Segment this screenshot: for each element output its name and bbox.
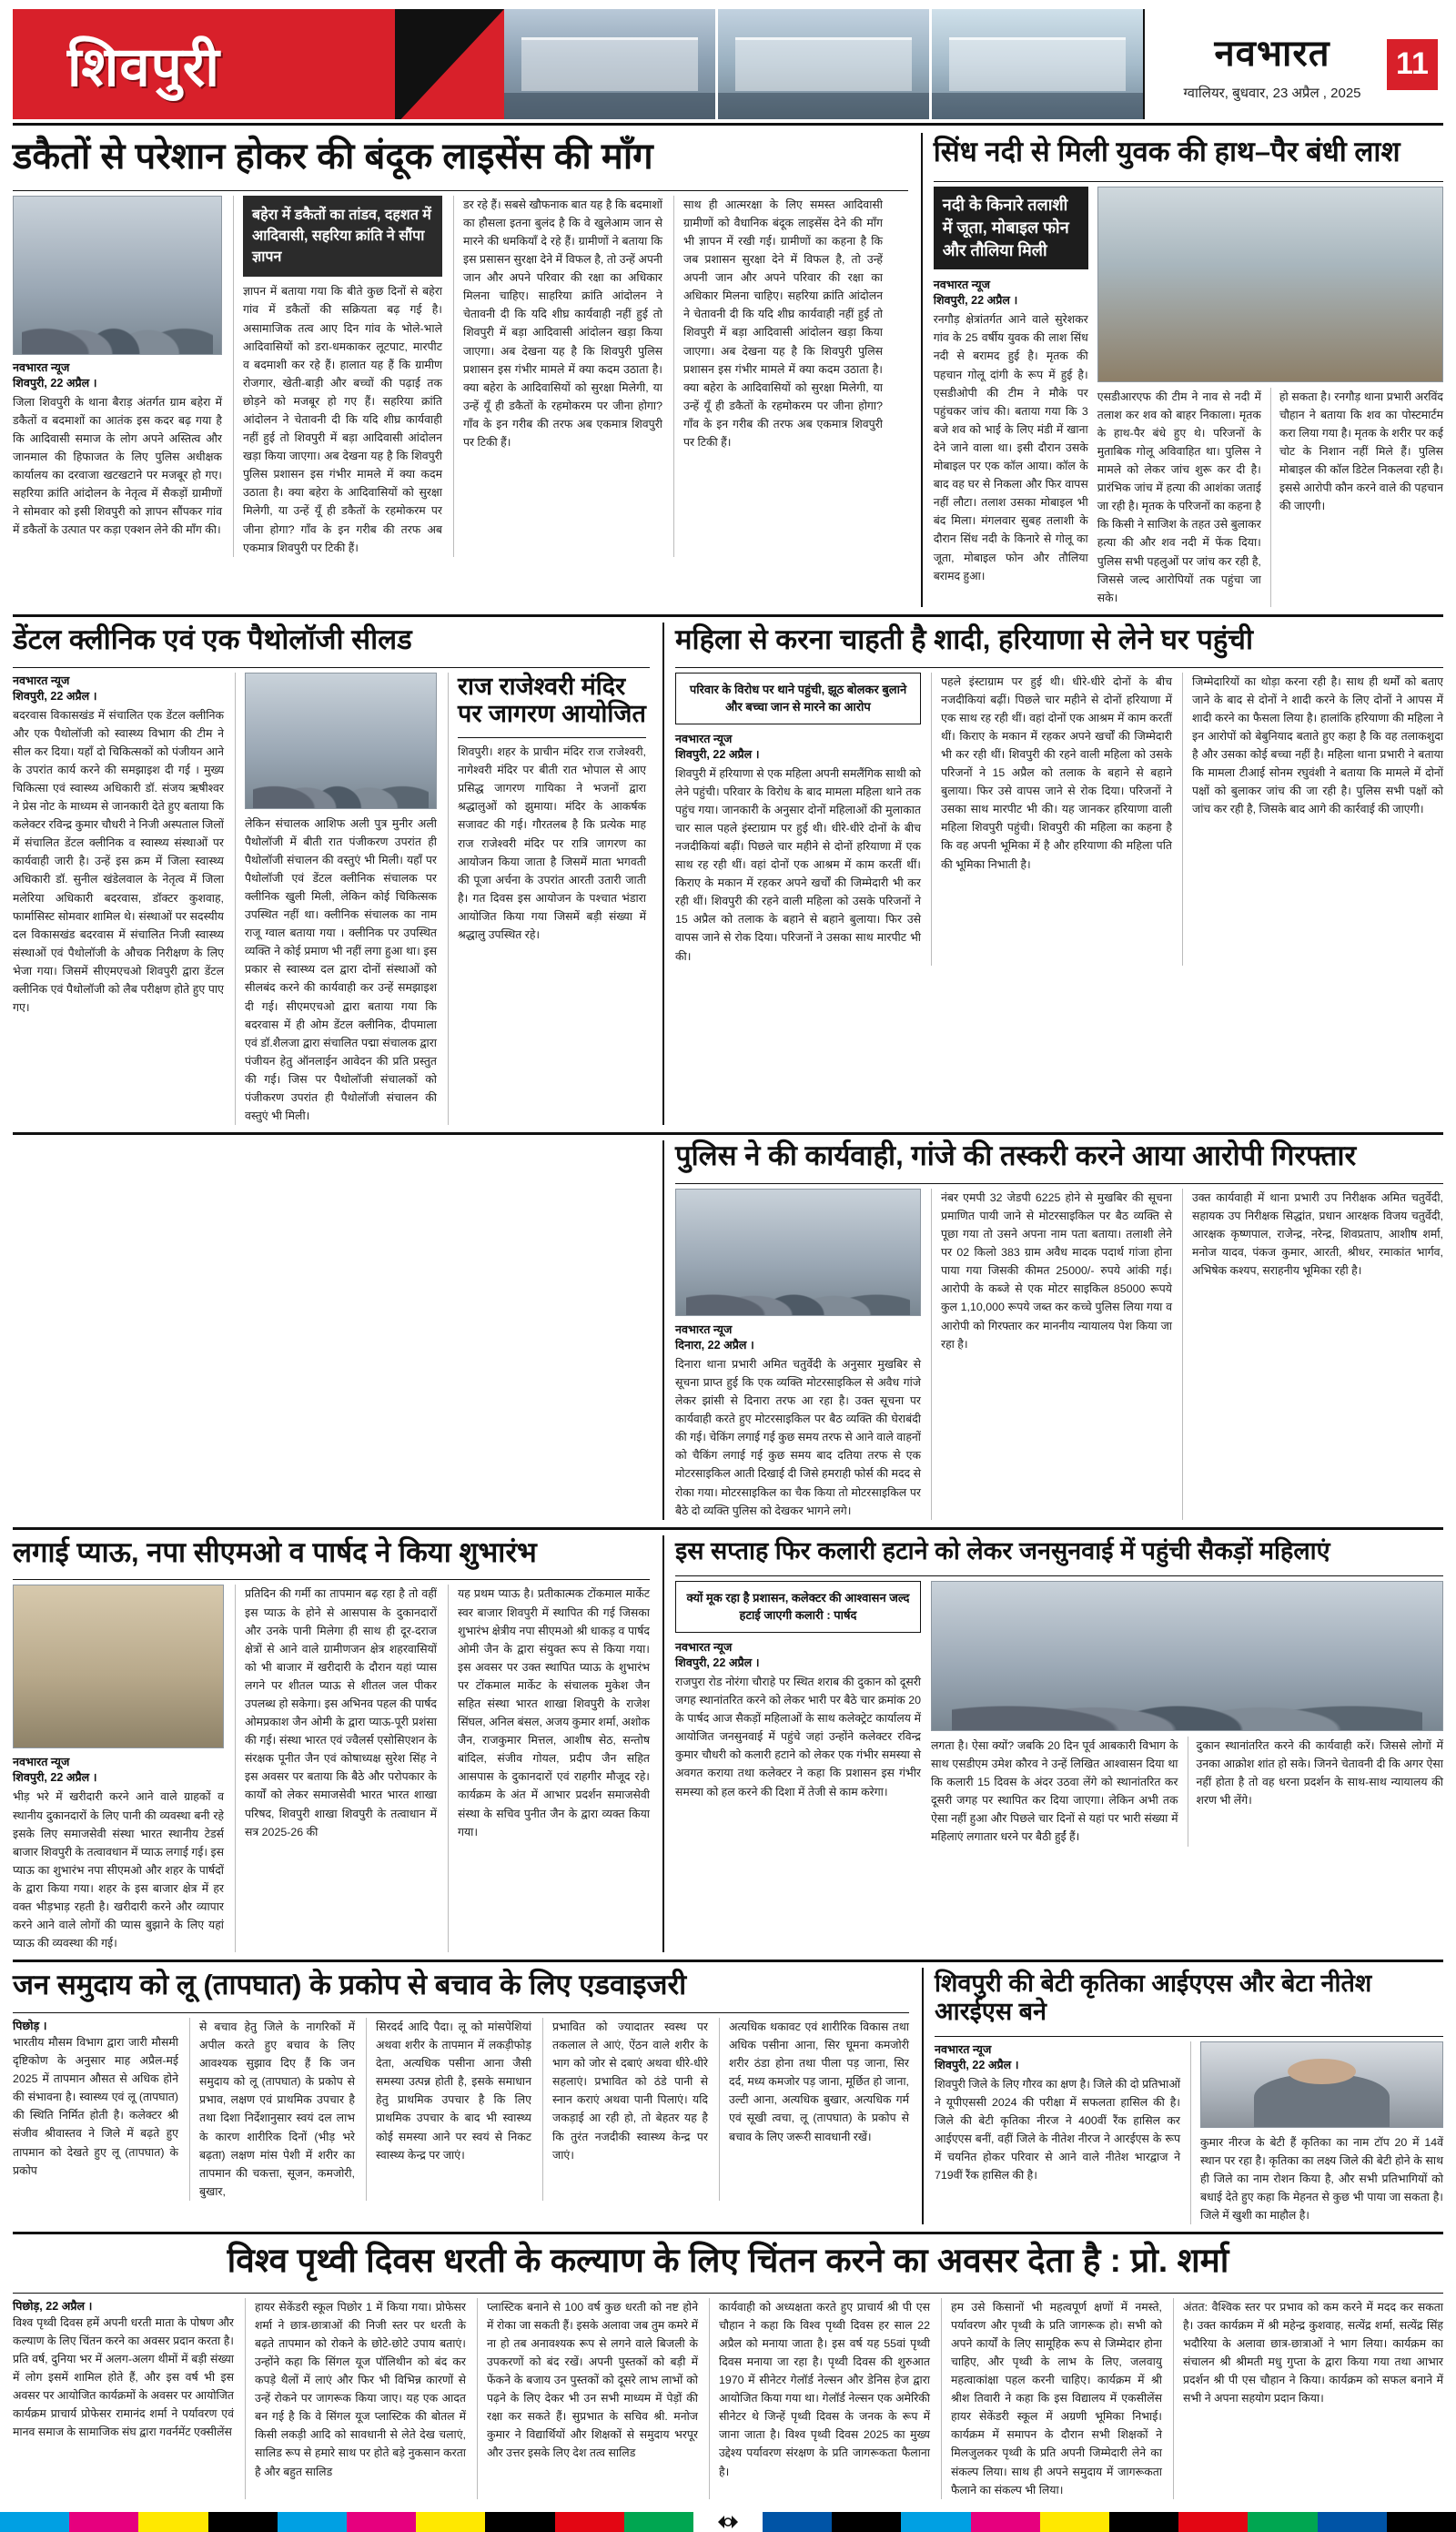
lead-byline: नवभारत न्यूज [13, 360, 70, 374]
masthead-wedge [395, 9, 504, 119]
color-swatch [971, 2512, 1040, 2532]
inaugurate-col-1: भीड़ भरे में खरीदारी करने आने वाले ग्राहकों व स्थानीय दुकानदारों के लिए पानी की व्यवस्था बनी रहे इसके लिए समाजसेवी संस्था भारत स्थानीय टेडर्स बाजार शिवपुरी के तत्वावधान में प्याऊ लगाई गई। इस प्याऊ का शुभारंभ नपा सीएमओ और शहर के पार्षदों के द्वारा किया गया। शहर के इस बाजार क्षेत्र में हर वक्त भीड़भाड़ रहती है। खरीदारी करने और व्यापार करने आने वाले लोगों की प्यास बुझाने के लिए यहां प्याऊ की व्यवस्था की गई। [13, 1790, 224, 1950]
lead-headline: डकैतों से परेशान होकर की बंदूक लाइसेंस की माँग [13, 137, 653, 177]
marriage-story [662, 623, 1443, 1125]
marriage-byline: नवभारत न्यूज [675, 732, 733, 745]
lead-col-3: डर रहे हैं। सबसे खौफनाक बात यह है कि बदमाशों का हौसला इतना बुलंद है कि वे खुलेआम जान से मारने की धमकियाँ दे रहे हैं। ग्रामीणों ने बताया कि इस प्रसासन सुरक्षा देने में विफल है, तो उन्हें अपनी जान और अपने परिवार की रक्षा का अधिकार मिलना चाहिए। साहरिया क्रांति आंदोलन ने चेतावनी दी कि यदि शीघ्र कार्यवाही नहीं हुई तो शिवपुरी में बड़ा आदिवासी आंदोलन खड़ा किया जाएगा। अब देखना यह है कि शिवपुरी पुलिस प्रशासन इस गंभीर मामले में क्या कदम उठाता है। क्या बहेरा के आदिवासियों को सुरक्षा मिलेगी, या उन्हें यूँ ही डकैतों के रहमोकरम पर जीना होगा? गाँव के इन गरीब की तरफ अब एकमात्र शिवपुरी पर टिकी हैं। [463, 197, 662, 450]
achievers-col-1: शिवपुरी जिले के लिए गौरव का क्षण है। जिले की दो प्रतिभाओं ने यूपीएससी 2024 की परीक्षा में सफलता हासिल की है। जिले की बेटी कृतिका नीरज ने 400वीं रैंक हासिल कर आईएएस बनीं, वहीं जिले के नीतेश नीरज ने आरईएस के रूप में चयनित होकर परिवार से आने वाले नीतेश भारद्वाज ने 719वीं रैंक हासिल की है। [935, 2077, 1180, 2183]
city-building-photo-1 [504, 9, 715, 119]
earth-day-dateline: पिछोड़, 22 अप्रैल । [13, 2299, 93, 2313]
dental-byline: नवभारत न्यूज [13, 674, 70, 687]
achievers-byline: नवभारत न्यूज [935, 2042, 992, 2056]
color-swatch [1318, 2512, 1387, 2532]
temple-story [448, 673, 646, 1126]
color-swatch [485, 2512, 554, 2532]
advisory-story [13, 1968, 909, 2224]
color-swatch [763, 2512, 832, 2532]
inaugurate-dateline: शिवपुरी, 22 अप्रैल । [13, 1771, 97, 1785]
achievers-portrait-photo [1200, 2041, 1443, 2128]
police-col-2: नंबर एमपी 32 जेडपी 6225 होने से मुखबिर की सूचना प्रमाणित पायी जाने से मोटरसाइकिल पर बैठ व्यक्ति से पूछा गया तो उसने अपना नाम पता बताया। तलाशी लेने पर 02 किलो 383 ग्राम अवैध मादक पदार्थ गांजा होना पाया गया जिसकी कीमत 25000/- रुपये आंकी गई। आरोपी के कब्जे से एक मोटर साइकिल 85000 रूपये कुल 1,10,000 रूपये जब्त कर कच्चे पुलिस लिया गया व आरोपी को गिरफ्तार कर माननीय न्यायालय पेश किया जा रहा है। [931, 1189, 1172, 1520]
sindh-dateline: शिवपुरी, 22 अप्रैल । [933, 294, 1018, 308]
sindh-story [921, 133, 1443, 607]
masthead-photo-strip [504, 9, 1143, 119]
earth-day-col-5: हम उसे किसानों भी महत्वपूर्ण क्षणों में नमस्ते, पर्यावरण और पृथ्वी के प्रति जागरूक हो। सभी को अपने कार्यों के लिए सामूहिक रूप से जिम्मेदार होना चाहिए, और पृथ्वी के लाभ के लिए, जलवायु महत्वाकांक्षा पहल करनी चाहिए। कार्यक्रम में श्री श्रीश तिवारी ने कहा कि इस विद्यालय में एकसीलेंस हायर सेकेंडरी स्कूल में अग्रणी भूमिका निभाई। कार्यक्रम में समापन के दौरान सभी शिक्षकों ने मिलजुलकर पृथ्वी के प्रति अपनी जिम्मेदारी लेने का संकल्प लिया। साथ ही अपने समुदाय में जागरूकता फैलाने का संकल्प भी लिया। [941, 2298, 1162, 2499]
achievers-story [922, 1968, 1443, 2224]
advisory-col-4: प्रभावित को ज्यादातर स्वस्थ पर तकलाल ले आएं, ऐंठन वाले शरीर के भाग को जोर से दबाएं अथवा धीरे-धीरे सहलाएं। प्रभावित को ठंडे पानी से स्नान कराएं अथवा पानी पिलाएं। यदि जकड़ाई आ रही हो, तो बेहतर यह है कि तुरंत नजदीकी स्वास्थ्य केन्द्र पर जाएं। [542, 2018, 708, 2201]
row-five [13, 1968, 1443, 2224]
police-col-3: उक्त कार्यवाही में थाना प्रभारी उप निरीक्षक अमित चतुर्वेदी, सहायक उप निरीक्षक सिद्धांत, प्रधान आरक्षक विजय चतुर्वेदी, आरक्षक कृष्णपाल, राजेन्द्र, नरेन्द्र, शिवप्रताप, आशीष शर्मा, मनोज यादव, पंकज कुमार, आरती, श्रीधर, रमाकांत भार्गव, अभिषेक कश्यप, सराहनीय भूमिका रही है। [1182, 1189, 1443, 1520]
city-banner [13, 9, 395, 119]
color-swatch [555, 2512, 624, 2532]
marriage-dateline: शिवपुरी, 22 अप्रैल । [675, 747, 760, 761]
page-number-badge: 11 [1387, 39, 1438, 90]
inaugurate-byline: नवभारत न्यूज [13, 1756, 70, 1769]
earth-day-headline: विश्व पृथ्वी दिवस धरती के कल्याण के लिए चिंतन करने का अवसर देता है : प्रो. शर्मा [227, 2242, 1229, 2280]
lead-col-2: ज्ञापन में बताया गया कि बीते कुछ दिनों से बहेरा गांव में डकैतों की सक्रियता बढ़ गई है। असामाजिक तत्व आए दिन गांव के भोले-भाले आदिवासियों को डरा-धमकाकर लूटपाट, मारपीट व बदमाशी कर रहे हैं। हालात यह हैं कि ग्रामीण रोजगार, खेती-बाड़ी और बच्चों की पढ़ाई तक छोड़ने को मजबूर हो गए हैं। सहरिया क्रांति आंदोलन ने चेतावनी दी कि यदि शीघ्र कार्यवाही नहीं हुई तो शिवपुरी में बड़ा आदिवासी आंदोलन खड़ा किया जाएगा। अब देखना यह है कि शिवपुरी पुलिस प्रशासन इस गंभीर मामले में क्या कदम उठाता है। क्या बहेरा के आदिवासियों को सुरक्षा मिलेगी, या उन्हें यूँ ही डकैतों के रहमोकरम पर जीना होगा? गाँव के इन गरीब की तरफ अब एकमात्र शिवपुरी पर टिकी हैं। [243, 285, 442, 554]
color-swatch [416, 2512, 485, 2532]
publication-logo: नवभारत [1214, 34, 1330, 74]
marriage-col-3: जिम्मेदारियों का थोड़ा करना रही है। साथ ही थर्मों को बताए जाने के बाद से दोनों ने शादी करने के लिए दोनों ने आपस में शादी करने का फैसला लिया है। हालांकि हरियाणा की महिला ने इन आरोपों को बेबुनियाद बताते हुए कहा है कि वह तलाकशुदा है और उसका कोई बच्चा नहीं है। महिला थाना प्रभारी ने बताया कि मामला टीआई सोनम रघुवंशी ने बताया कि मामले में दोनों पक्षों को बुलाकर जांच की जा रही है। पुलिस सभी पक्षों को जांच कर रही है, जिसके बाद आगे की कार्रवाई की जाएगी। [1182, 673, 1443, 966]
sindh-col-1: रनगौड़ क्षेत्रांतर्गत आने वाले सुरेशकर गांव के 25 वर्षीय युवक की लाश सिंध नदी से बरामद हुई है। मृतक की पहचान गोलू दांगी के रूप में हुई है। एसडीओपी की टीम ने मौके पर पहुंचकर जांच की। बताया गया कि 3 बजे शव को भाई के लिए मंडी में खाना देने जाने वाला था। इसी दौरान उसके मोबाइल पर एक कॉल आया। कॉल के बाद वह घर से निकला और फिर वापस नहीं लौटा। तलाश उसका मोबाइल भी बंद मिला। मंगलवार सुबह तलाशी के दौरान सिंध नदी के किनारे से गोलू का जूता, मोबाइल फोन और तौलिया बरामद हुआ। [933, 313, 1088, 582]
dental-story [13, 623, 650, 1125]
earth-day-col-6: अंतत: वैश्विक स्तर पर प्रभाव को कम करने में मदद कर सकता है। उक्त कार्यक्रम में श्री महेन्द्र कुशवाह, सत्येंद्र शर्मा, सत्येंद्र सिंह भदौरिया के अलावा छात्र-छात्राओं ने भाग लिया। कार्यक्रम का संचालन श्री श्रीमती मधु गुप्ता के द्वारा किया गया तथा आभार प्रदर्शन श्री पी एस चौहान ने किया। कार्यक्रम को सफल बनाने में सभी ने अपना सहयोग प्रदान किया। [1173, 2298, 1443, 2499]
dental-clinic-sealed-photo [245, 673, 437, 809]
color-swatch [1387, 2512, 1456, 2532]
police-story [662, 1140, 1443, 1520]
advisory-col-2: से बचाव हेतु जिले के नागरिकों में अपील करते हुए बचाव के लिए आवश्यक सुझाव दिए हैं कि जन समुदाय को लू (तापघात) के प्रकोप से प्रभाव, लक्षण एवं प्राथमिक उपचार है तथा दिशा निर्देशानुसार स्वयं दल लाभ के कारण शारीरिक दिनों (भीड़ भरे बढ़ता) लक्षण मांस पेशी में शरीर का तापमान की चकत्ता, सूजन, कमजोरी, बुखार, [189, 2018, 355, 2201]
earth-day-story [13, 2240, 1443, 2531]
marriage-col-1: शिवपुरी में हरियाणा से एक महिला अपनी समलैंगिक साथी को लेने पहुंची। परिवार के विरोध के बाद मामला महिला थाने तक पहुंच गया। जानकारी के अनुसार दोनों महिलाओं की मुलाकात चार साल पहले इंस्टाग्राम पर हुई थी। धीरे-धीरे दोनों के बीच नजदीकियां बढ़ीं। पिछले चार महीने से दोनों हरियाणा में एक साथ रह रही थीं। वहां दोनों एक आश्रम में काम करतीं थीं। किराए के मकान में रहकर अपने खर्चों की जिम्मेदारी भी कर रही थीं। शिवपुरी की रहने वाली महिला को उसके परिजनों ने 15 अप्रैल को तलाक के बहाने से बहाने बुलाया। फिर उसे वापस जाने से रोक दिया। परिजनों ने उसका साथ मारपीट भी की। [675, 766, 921, 963]
color-swatch [624, 2512, 693, 2532]
dental-headline: डेंटल क्लीनिक एवं एक पैथोलॉजी सीलड [13, 623, 412, 655]
marriage-headline: महिला से करना चाहती है शादी, हरियाणा से लेने घर पहुंची [675, 623, 1254, 655]
temple-photo-3 [932, 9, 1143, 119]
kalari-byline: नवभारत न्यूज [675, 1640, 733, 1654]
police-headline: पुलिस ने की कार्यवाही, गांजे की तस्करी करने आया आरोपी गिरफ्तार [675, 1139, 1357, 1172]
kalari-story [662, 1535, 1443, 1953]
color-swatch [1109, 2512, 1178, 2532]
police-dateline: दिनारा, 22 अप्रैल । [675, 1338, 754, 1352]
inaugurate-col-2: प्रतिदिन की गर्मी का तापमान बढ़ रहा है तो वहीं इस प्याऊ के होने से आसपास के दुकानदारों और उनके पानी मिलेगा ही साथ ही दूर-दराज क्षेत्रों से आने वाले ग्रामीणजन क्षेत्र शहरवासियों को भी बाजार में खरीदारी के दौरान यहां प्यास लगने पर शीतल प्याऊ से शीतल जल पीकर उपलब्ध हो सकेगा। इस अभिनव पहल की पार्षद ओमप्रकाश जैन ओमी के द्वारा प्याऊ-पूरी प्रशंसा की गई। संस्था भारत एवं ज्वैलर्स एसोसिएशन के संरक्षक पूनीत जैन एवं कोषाध्यक्ष सुरेश सिंह ने इस अवसर पर बताया कि बैठे और परोपकार के कार्यों को लेकर समाजसेवी भारत भारत शाखा परिषद, शिवपुरी शाखा शिवपुरी के तत्वाधान में सत्र 2025-26 की [235, 1585, 437, 1952]
color-swatch [832, 2512, 901, 2532]
color-swatch [208, 2512, 278, 2532]
color-swatch [278, 2512, 347, 2532]
city-gate-photo-2 [718, 9, 929, 119]
sindh-river-body-photo [1097, 187, 1443, 382]
achievers-headline: शिवपुरी की बेटी कृतिका आईएएस और बेटा नीतेश आरईएस बने [935, 1970, 1372, 2025]
color-swatch [1178, 2512, 1248, 2532]
color-swatch [138, 2512, 207, 2532]
temple-body: शिवपुरी। शहर के प्राचीन मंदिर राज राजेश्वरी, नागेश्वरी मंदिर पर बीती रात भोपाल से आए प्रसिद्ध जागरण गायिका ने भजनों द्वारा श्रद्धालुओं को झुमाया। मंदिर के आकर्षक सजावट की गई। गौरतलब है कि प्रत्येक माह राज राजेश्वरी मंदिर पर रात्रि जागरण का आयोजन किया जाता है जिसमें माता भगवती की पूजा अर्चना के उपरांत आरती उतारी जाती है। गत दिवस इस आयोजन के पश्चात भंडारा आयोजित किया गया जिसमें बड़ी संख्या में श्रद्धालु उपस्थित रहे। [458, 745, 646, 941]
earth-day-col-1: विश्व पृथ्वी दिवस हमें अपनी धरती माता के पोषण और कल्याण के लिए चिंतन करने का अवसर प्रदान करता है। प्रति वर्ष, दुनिया भर में अलग-अलग थीमों में बड़ी संख्या में लोग इसमें शामिल होते हैं, और इस वर्ष भी इस अवसर पर आयोजित कार्यक्रमों के अवसर पर आयोजित कार्यक्रम प्राचार्य प्रोफेसर रामानंद शर्मा ने पर्यावरण एवं मानव समाज के सामाजिक संघ द्वारा गवर्नमेंट एक्सीलेंस [13, 2315, 234, 2439]
masthead [13, 9, 1443, 126]
police-byline: नवभारत न्यूज [675, 1322, 733, 1336]
sindh-col-3: हो सकता है। रनगौड़ थाना प्रभारी अरविंद चौहान ने बताया कि शव का पोस्टमार्टम करा लिया गया है। मृतक के शरीर पर कई चोट के निशान नहीं मिले हैं। पुलिस मोबाइल की कॉल डिटेल निकलवा रही है। इससे आरोपी कौन करने वाले की पहचान की जाएगी। [1270, 388, 1443, 607]
color-swatch [1248, 2512, 1317, 2532]
women-protest-photo [931, 1581, 1443, 1731]
advisory-col-3: सिरदर्द आदि पैदा। लू को मांसपेशियां अथवा शरीर के तापमान में लकड़ीफोड़ देता, अत्यधिक पसीना आना जैसी समस्या उत्पन्न होती है, इसके समाधान हेतु प्राथमिक उपचार है कि लिए प्राथमिक उपचार के बाद भी स्वास्थ्य कोई समस्या आने पर स्वयं से निकट स्वास्थ्य केन्द्र पर जाएं। [366, 2018, 531, 2201]
marriage-col-2: पहले इंस्टाग्राम पर हुई थी। धीरे-धीरे दोनों के बीच नजदीकियां बढ़ीं। पिछले चार महीने से दोनों हरियाणा में एक साथ रह रही थीं। वहां दोनों एक आश्रम में काम करतीं थीं। किराए के मकान में रहकर अपने खर्चों की जिम्मेदारी भी कर रही थीं। शिवपुरी की रहने वाली महिला को उसके परिजनों ने 15 अप्रैल को तलाक के बहाने से बहाने बुलाया। फिर उसे वापस जाने से रोक दिया। परिजनों ने उसका साथ मारपीट भी की। यह जानकर हरियाणा वाली महिला शिवपुरी पहुंची। शिवपुरी की महिला का कहना है कि वह अपनी भूमिका में है और हरियाणा की महिला पति की भूमिका निभाती है। [931, 673, 1172, 966]
temple-headline: राज राजेश्वरी मंदिर पर जागरण आयोजित [458, 672, 646, 727]
police-col-1: दिनारा थाना प्रभारी अमित चतुर्वेदी के अनुसार मुखबिर से सूचना प्राप्त हुई कि एक व्यक्ति मोटरसाइकिल से अवैध गांजे लेकर झांसी से दिनारा तरफ आ रहा है। उक्त सूचना पर कार्यवाही करते हुए मोटरसाइकिल पर बैठ व्यक्ति की घेराबंदी की गई। चेकिंग लगाई गई कुछ समय तरफ से आने वाले वाहनों को चैकिंग लगाई गई कुछ समय बाद दतिया तरफ से एक मोटरसाइकिल आती दिखाई दी जिसे हमराही फोर्स की मदद से रोका गया। मोटरसाइकिल का चैक किया तो मोटरसाइकिल पर बैठे दो व्यक्ति पुलिस को देखकर भागने लगे। [675, 1357, 921, 1517]
lead-dateline: शिवपुरी, 22 अप्रैल । [13, 376, 97, 390]
earth-day-col-2: हायर सेकेंडरी स्कूल पिछोर 1 में किया गया। प्रोफेसर शर्मा ने छात्र-छात्राओं की निजी स्तर पर धरती के बढ़ते तापमान को रोकने के छोटे-छोटे उपाय बताएं। उन्होंने कहा कि सिंगल यूज पॉलिथीन को बंद कर कपड़े थैलों में लाएं और फिर भी विभिन्न कारणों से उन्हें रोकने पर जागरूक किया जाए। यह एक आदत बन गई है कि वे सिंगल यूज प्लास्टिक की बोतल में किसी लकड़ी आदि को सावधानी से लेते देख चलाएं, सालिड रूप से हमारे साथ पर होते बड़े नुकसान करता है और बहुत सालिड [245, 2298, 466, 2499]
edition-dateline: ग्वालियर, बुधवार, 23 अप्रैल , 2025 [1183, 86, 1361, 101]
sindh-headline: सिंध नदी से मिली युवक की हाथ–पैर बंधी लाश [933, 136, 1400, 167]
kalari-box: क्यों मूक रहा है प्रशासन, कलेक्टर की आश्वासन जल्द हटाई जाएगी कलारी : पार्षद [675, 1581, 921, 1633]
color-swatch [69, 2512, 138, 2532]
lead-story [13, 133, 908, 607]
advisory-col-1: भारतीय मौसम विभाग द्वारा जारी मौसमी दृष्टिकोण के अनुसार माह अप्रैल-मई 2025 में तापमान औसत से अधिक होने की संभावना है। स्वास्थ्य एवं लू (तापघात) की स्थिति निर्मित होती है। कलेक्टर श्री संजीव श्रीवास्तव ने जिले में बढ़ते हुए तापमान को देखते हुए लू (तापघात) के प्रकोप [13, 2036, 178, 2177]
advisory-dateline: पिछोड़ । [13, 2020, 47, 2032]
advisory-headline: जन समुदाय को लू (तापघात) के प्रकोप से बचाव के लिए एडवाइजरी [13, 1969, 687, 2001]
city-name: शिवपुरी [67, 35, 220, 97]
marriage-box: परिवार के विरोध पर थाने पहुंची, झूठ बोलकर बुलाने और बच्चा जान से मारने का आरोप [675, 673, 921, 724]
inaugurate-headline: लगाई प्याऊ, नपा सीएमओ व पार्षद ने किया शुभारंभ [13, 1535, 537, 1568]
registration-mark [693, 2512, 763, 2532]
inaugurate-col-3: यह प्रथम प्याऊ है। प्रतीकात्मक टोंकमाल मार्केट स्वर बाजार शिवपुरी में स्थापित की गई जिसका शुभारंभ क्षेत्रीय नपा सीएमओ श्री धाकड़ व पार्षद ओमी जैन के द्वारा संयुक्त रूप से किया गया। इस अवसर पर उक्त स्थापित प्याऊ के शुभारंभ पर टोंकमाल मार्केट के संचालक मुकेश जैन सहित संस्था भारत शाखा शिवपुरी के राजेश सिंघल, अनिल बंसल, अजय कुमार शर्मा, अशोक जैन, राजकुमार मित्तल, आशीष सेठ, सन्तोष बांदिल, संजीव गोयल, प्रदीप जैन सहित आसपास के दुकानदारों एवं राहगीर मौजूद रहे। कार्यक्रम के अंत में आभार प्रदर्शन समाजसेवी संस्था के सचिव पुनीत जैन के द्वारा व्यक्त किया गया। [448, 1585, 650, 1952]
kalari-col-1: राजपुरा रोड नोरंगा चौराहे पर स्थित शराब की दुकान को दूसरी जगह स्थानांतरित करने को लेकर भारी पर बैठे चार क्रमांक 20 के पार्षद आज सैकड़ों महिलाओं के साथ कलेक्ट्रेट कार्यालय में आयोजित जनसुनवाई में पहुंचे जहां उन्होंने कलेक्टर रविन्द्र कुमार चौधरी को कलारी हटाने को लेकर एक गंभीर समस्या से अवगत कराया तथा कलेक्टर ने कहा कि प्रशासन इस गंभीर समस्या को हल करने की दिशा में तेजी से काम करेगा। [675, 1675, 921, 1798]
row-two [13, 623, 1443, 1125]
color-swatch [1040, 2512, 1109, 2532]
lead-row [13, 126, 1443, 607]
row-three [13, 1140, 1443, 1520]
color-swatch [901, 2512, 970, 2532]
sindh-col-2: एसडीआरएफ की टीम ने नाव से नदी में तलाश कर शव को बाहर निकाला। मृतक के हाथ-पैर बंधे हुए थे। परिजनों के मुताबिक गोलू अविवाहित था। पुलिस ने मामले को लेकर जांच शुरू कर दी है। प्रारंभिक जांच में हत्या की आशंका जताई जा रही है। मृतक के परिजनों का कहना है कि किसी ने साजिश के तहत उसे बुलाकर हत्या की और शव नदी में फेंक दिया। पुलिस सभी पहलुओं पर जांच कर रही है, जिससे जल्द आरोपियों तक पहुंचा जा सके। [1097, 390, 1261, 604]
dental-col-2: लेकिन संचालक आशिफ अली पुत्र मुनीर अली पैथोलॉजी में बीती रात पंजीकरण उपरांत ही पैथोलॉजी संचालन की वस्तुएं भी मिली। यहाँ पर पैथोलॉजी एवं डेंटल क्लीनिक संचालक पर क्लीनिक खुली मिली, लेकिन कोई चिकित्सक उपस्थित नहीं था। क्लीनिक संचालक का नाम राजू ग्वाल बताया गया । क्लीनिक पर उपस्थित व्यक्ति ने कोई प्रमाण भी नहीं लगा हुआ था। इस प्रकार से स्वास्थ्य दल द्वारा दोनों संस्थाओं को सीलबंद करने की कार्यवाही कर उन्हें समझाइश दी गई। सीएमएचओ द्वारा बताया गया कि बदरवास में ही ओम डेंटल क्लीनिक, दीपमाला एवं डॉ.शैलजा द्वारा संचालित पद्मा संचालक द्वारा पंजीयन हेतु ऑनलाईन आवेदन की प्रति प्रस्तुत की गई। जिस पर पैथोलॉजी संचालकों को पंजीकरण उपरांत ही पैथोलॉजी संचालन की वस्तुएं भी मिली। [245, 816, 437, 1123]
row-four [13, 1535, 1443, 1953]
earth-day-col-4: कार्यवाही को अध्यक्षता करते हुए प्राचार्य श्री पी एस चौहान ने कहा कि विश्व पृथ्वी दिवस हर साल 22 अप्रैल को मनाया जाता है। इस वर्ष यह 55वां पृथ्वी दिवस मनाया जा रहा है। पृथ्वी दिवस की शुरुआत 1970 में सीनेटर गेलॉर्ड नेल्सन और डेनिस हेज द्वारा आयोजित किया गया था। गेलॉर्ड नेल्सन एक अमेरिकी सीनेटर थे जिन्हें पृथ्वी दिवस के जनक के रूप में जाना जाता है। विश्व पृथ्वी दिवस 2025 का मुख्य उद्देश्य पर्यावरण संरक्षण के प्रति जागरूकता फैलाना है। [709, 2298, 930, 2499]
police-seizure-photo [675, 1189, 921, 1316]
sindh-byline: नवभारत न्यूज [933, 279, 991, 292]
masthead-brand-block [1143, 9, 1443, 119]
dental-col-1: बदरवास विकासखंड में संचालित एक डेंटल क्लीनिक और एक पैथोलॉजी को स्वास्थ्य विभाग की टीम ने सील कर दिया। यहाँ दो चिकित्सकों को पंजीयन आने के उपरांत कार्य करने की समझाइश दी गई । मुख्य चिकित्सा एवं स्वास्थ्य अधिकारी डॉ. संजय ऋषीश्वर ने प्रेस नोट के माध्यम से जानकारी देते हुए बताया कि कलेक्टर रविन्द्र कुमार चौधरी ने निजी अस्पताल जिलों में संचालित डेंटल क्लीनिक व स्वास्थ्य संस्थाओं पर कार्यवाही जारी है। उन्हें इस क्रम में जिला स्वास्थ्य अधिकारी डॉ. सुनील खंडेलवाल के नेतृत्व में जिला मलेरिया अधिकारी बदरवास, डॉक्टर कुशवाह, फार्मासिस्ट सोमवार शामिल थे। संस्थाओं पर सदस्यीय दल विकासखंड बदरवास में संचालित निजी स्वास्थ्य संस्थाओं एवं पैथोलॉजी के औचक निरीक्षण के लिए भेजा गया। जिसमें सीएमएचओ शिवपुरी द्वारा डेंटल क्लीनिक एवं पैथोलॉजी को लैब परीक्षण होते हुए पाए गए। [13, 708, 224, 1015]
dental-dateline: शिवपुरी, 22 अप्रैल । [13, 689, 97, 703]
kalari-col-2: लगता है। ऐसा क्यों? जबकि 20 दिन पूर्व आबकारी विभाग के साथ एसडीएम उमेश कौरव ने उन्हें लिखित आश्वासन दिया था कि कलारी 15 दिवस के अंदर उठवा लेंगे को स्थानांतरित कर दूसरी जगह पर स्थापित कर दिया जाएगा। लेकिन अभी तक ऐसा नहीं हुआ और पिछले चार दिनों से यहां पर भारी संख्या में महिलाएं लगातार धरने पर बैठी हुईं हैं। [931, 1738, 1178, 1844]
color-swatch [347, 2512, 416, 2532]
sindh-strip: नदी के किनारे तलाशी में जूता, मोबाइल फोन और तौलिया मिली [934, 187, 1088, 270]
kalari-dateline: शिवपुरी, 22 अप्रैल । [675, 1656, 760, 1669]
kalari-col-3: दुकान स्थानांतरित करने की कार्यवाही करें। जिससे लोगों में उनका आक्रोश शांत हो सके। जिनने चेतावनी दी कि अगर ऐसा नहीं होता है तो वह धरना प्रदर्शन के साथ-साथ न्यायालय की शरण भी लेंगे। [1188, 1737, 1444, 1847]
earth-day-col-3: प्लास्टिक बनाने से 100 वर्ष कुछ धरती को नष्ट होने में रोका जा सकती हैं। इसके अलावा जब तुम कमरे में ना हो तब अनावश्यक रूप से लगने वाले बिजली के उपकरणों को बंद रखें। अपनी पुस्तकों को बड़ी में फेंकने के बजाय उन पुस्तकों को दूसरे लाभ लाभों को पढ़ने के लिए देकर भी उन सभी माध्यम में पेड़ों की रक्षा कर सकते हैं। सुप्रभात के सचिव श्री. मनोज कुमार ने विद्यार्थियों और शिक्षकों से समुदाय भरपूर और उत्तर इसके लिए देश तत्व सालिड [477, 2298, 698, 2499]
kalari-headline: इस सप्ताह फिर कलारी हटाने को लेकर जनसुनवाई में पहुंची सैकड़ों महिलाएं [675, 1536, 1330, 1565]
advisory-col-5: अत्यधिक थकावट एवं शारीरिक विकास तथा अधिक पसीना आना, सिर घूमना कमजोरी शरीर ठंडा होना तथा पीला पड़ जाना, सिर दर्द, मध्य कमजोर पड़ जाना, मूर्छित हो जाना, उल्टी आना, अत्यधिक बुखार, अत्यधिक गर्म एवं सूखी त्वचा, लू (तापघात) के प्रकोप से बचाव के लिए जरूरी सावधानी रखें। [719, 2018, 909, 2201]
lead-col-1: जिला शिवपुरी के थाना बैराड़ अंतर्गत ग्राम बहेरा में डकैतों व बदमाशों का आतंक इस कदर बढ़ गया है कि आदिवासी समाज के लोग अपने अस्तित्व और जानमाल की हिफाजत के लिए पुलिस अधीक्षक कार्यालय का दरवाजा खटखटाने पर मजबूर हो गए। सहरिया क्रांति आंदोलन के नेतृत्व में सैकड़ों ग्रामीणों ने सोमवार को इसी शिवपुरी को ज्ञापन सौंपकर गांव में डकैतों के उत्पात पर कड़ा एक्शन लेने की माँग की। [13, 395, 222, 537]
achievers-col-2: कुमार नीरज के बेटी हैं कृतिका का नाम टॉप 20 में 14वें स्थान पर रहा है। कृतिका का लक्ष्य जिले की बेटी होने के साथ ही जिले का नाम रोशन किया है, और सभी प्रतिभागियों को बधाई देते हुए कहा कि मेहनत से कुछ भी पाया जा सकता है। जिले में खुशी का माहौल है। [1200, 2135, 1443, 2223]
water-booth-inauguration-photo [13, 1585, 224, 1748]
lead-col-4: साथ ही आत्मरक्षा के लिए समस्त आदिवासी ग्रामीणों को वैधानिक बंदूक लाइसेंस देने की माँग भी ज्ञापन में रखी गई। ग्रामीणों का कहना है कि जब प्रशासन सुरक्षा देने में विफल है, तो उन्हें अपनी जान और अपने परिवार की रक्षा का अधिकार मिलना चाहिए। सहरिया क्रांति आंदोलन ने चेतावनी दी कि यदि शीघ्र कार्यवाही नहीं हुई तो शिवपुरी में बड़ा आदिवासी आंदोलन खड़ा किया जाएगा। अब देखना यह है कि शिवपुरी पुलिस प्रशासन इस गंभीर मामले में क्या कदम उठाता है। क्या बहेरा के आदिवासियों को सुरक्षा मिलेगी, या उन्हें यूँ ही डकैतों के रहमोकरम पर जीना होगा? गाँव के इन गरीब की तरफ अब एकमात्र शिवपुरी पर टिकी हैं। [683, 197, 883, 450]
achievers-dateline: शिवपुरी, 22 अप्रैल । [935, 2058, 1019, 2071]
dacoit-memorandum-photo [13, 196, 222, 355]
color-swatch [0, 2512, 69, 2532]
print-registration-colorbar [0, 2512, 1456, 2532]
inaugurate-story [13, 1535, 650, 1953]
lead-highlight-box: बहेरा में डकैतों का तांडव, दहशत में आदिवासी, सहरिया क्रांति ने सौंपा ज्ञापन [243, 196, 442, 278]
